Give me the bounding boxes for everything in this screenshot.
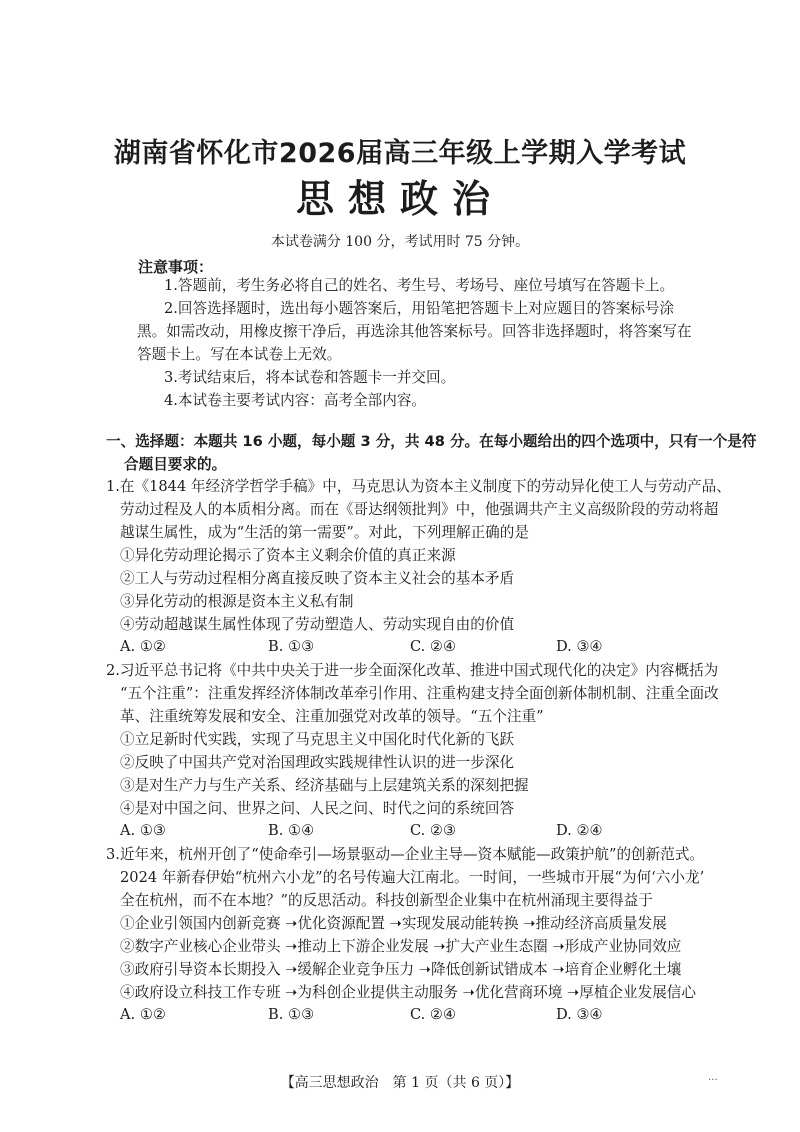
question-2-stem: 革、注重统筹发展和安全、注重加强党对改革的领导。“五个注重” <box>120 708 544 725</box>
question-2-item: ①立足新时代实践，实现了马克思主义中国化时代化新的飞跃 <box>120 731 515 748</box>
option-b: B. ①④ <box>268 822 315 839</box>
notice-line: 4.本试卷主要考试内容：高考全部内容。 <box>164 392 427 409</box>
option-d: D. ②④ <box>556 822 603 839</box>
option-c: C. ②④ <box>410 1006 457 1023</box>
question-3-options <box>120 1006 640 1026</box>
option-a: A. ①③ <box>120 822 166 839</box>
question-3-item: ③政府引导资本长期投入 ➝缓解企业竞争压力 ➝降低创新试错成本 ➝培育企业孵化土壤 <box>120 961 682 978</box>
option-d: D. ③④ <box>556 1006 603 1023</box>
question-1-item: ②工人与劳动过程相分离直接反映了资本主义社会的基本矛盾 <box>120 570 515 587</box>
question-2-item: ③是对生产力与生产关系、经济基础与上层建筑关系的深刻把握 <box>120 777 529 794</box>
question-1-options <box>120 638 640 658</box>
question-3-item: ④政府设立科技工作专班 ➝为科创企业提供主动服务 ➝优化营商环境 ➝厚植企业发展信心 <box>120 984 696 1001</box>
question-1-item: ④劳动超越谋生属性体现了劳动塑造人、劳动实现自由的价值 <box>120 616 515 633</box>
option-a: A. ①② <box>120 638 166 655</box>
question-3-stem: 3.近年来，杭州开创了“使命牵引—场景驱动—企业主导—资本赋能—政策护航”的创新范式。 <box>106 846 705 863</box>
question-2-stem: 2.习近平总书记将《中共中央关于进一步全面深化改革、推进中国式现代化的决定》内容概括为 <box>106 662 719 679</box>
page-footer: 【高三思想政治 第 1 页（共 6 页）】 <box>280 1075 520 1091</box>
option-c: C. ②③ <box>410 822 457 839</box>
question-2-options <box>120 822 640 842</box>
option-c: C. ②④ <box>410 638 457 655</box>
subject-title: 思想政治 <box>295 177 504 221</box>
option-a: A. ①② <box>120 1006 166 1023</box>
question-1-stem: 越谋生属性，成为“生活的第一需要”。对此，下列理解正确的是 <box>120 524 529 541</box>
section-heading-cont: 合题目要求的。 <box>124 456 227 473</box>
section-heading: 一、选择题：本题共 16 小题，每小题 3 分，共 48 分。在每小题给出的四个选项中，只有一个是符 <box>106 433 757 450</box>
question-1-stem: 劳动过程及人的本质相分离。而在《哥达纲领批判》中，他强调共产主义高级阶段的劳动将超 <box>120 501 719 518</box>
question-3-item: ②数字产业核心企业带头 ➝推动上下游企业发展 ➝扩大产业生态圈 ➝形成产业协同效应 <box>120 938 682 955</box>
notice-line: 1.答题前，考生务必将自己的姓名、考生号、考场号、座位号填写在答题卡上。 <box>164 277 675 294</box>
question-2-item: ④是对中国之问、世界之问、人民之问、时代之问的系统回答 <box>120 800 515 817</box>
exam-title: 湖南省怀化市2026届高三年级上学期入学考试 <box>113 138 687 169</box>
notice-heading: 注意事项： <box>138 258 214 276</box>
notice-line: 3.考试结束后，将本试卷和答题卡一并交回。 <box>164 369 456 386</box>
question-2-item: ②反映了中国共产党对治国理政实践规律性认识的进一步深化 <box>120 754 515 771</box>
corner-mark: ... <box>708 1072 718 1083</box>
exam-info: 本试卷满分 100 分，考试用时 75 分钟。 <box>270 234 530 250</box>
question-1-stem: 1.在《1844 年经济学哲学手稿》中，马克思认为资本主义制度下的劳动异化使工人与劳动产品、 <box>106 478 731 495</box>
question-3-stem: 2024 年新春伊始“杭州六小龙”的名号传遍大江南北。一时间，一些城市开展“为何‘六小龙’ <box>120 869 705 886</box>
question-1-item: ①异化劳动理论揭示了资本主义剩余价值的真正来源 <box>120 547 456 564</box>
notice-line: 黑。如需改动，用橡皮擦干净后，再选涂其他答案标号。回答非选择题时，将答案写在 <box>137 323 692 340</box>
question-1-item: ③异化劳动的根源是资本主义私有制 <box>120 593 354 610</box>
question-3-item: ①企业引领国内创新竞赛 ➝优化资源配置 ➝实现发展动能转换 ➝推动经济高质量发展 <box>120 915 667 932</box>
notice-line: 2.回答选择题时，选出每小题答案后，用铅笔把答题卡上对应题目的答案标号涂 <box>164 300 675 317</box>
option-b: B. ①③ <box>268 638 315 655</box>
option-d: D. ③④ <box>556 638 603 655</box>
question-3-stem: 全在杭州，而不在本地？”的反思活动。科技创新型企业集中在杭州涌现主要得益于 <box>120 892 653 909</box>
notice-line: 答题卡上。写在本试卷上无效。 <box>137 346 342 363</box>
option-b: B. ①③ <box>268 1006 315 1023</box>
question-2-stem: “五个注重”：注重发挥经济体制改革牵引作用、注重构建支持全面创新体制机制、注重全面改 <box>120 685 719 702</box>
